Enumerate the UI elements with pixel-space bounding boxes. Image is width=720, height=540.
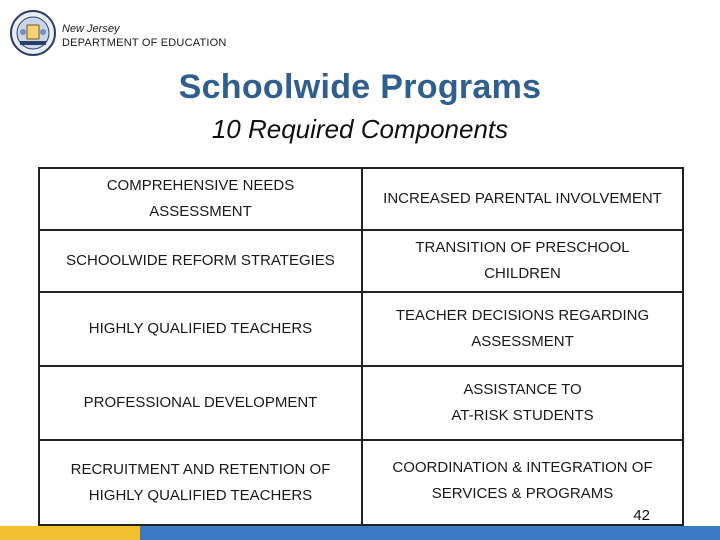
component-cell: ASSISTANCE TO AT-RISK STUDENTS: [363, 367, 682, 441]
state-seal-icon: [10, 10, 56, 56]
component-cell: TEACHER DECISIONS REGARDING ASSESSMENT: [363, 293, 682, 367]
org-state: New Jersey: [62, 23, 120, 35]
component-cell: SCHOOLWIDE REFORM STRATEGIES: [40, 231, 361, 293]
component-cell: INCREASED PARENTAL INVOLVEMENT: [363, 169, 682, 231]
footer-bar: [0, 526, 720, 540]
component-cell: COMPREHENSIVE NEEDS ASSESSMENT: [40, 169, 361, 231]
component-cell: PROFESSIONAL DEVELOPMENT: [40, 367, 361, 441]
component-cell: COORDINATION & INTEGRATION OF SERVICES & PROGRAMS: [392, 459, 653, 502]
component-cell: TRANSITION OF PRESCHOOL CHILDREN: [363, 231, 682, 293]
components-left-column: [40, 169, 363, 524]
footer-accent: [0, 526, 140, 540]
component-cell: HIGHLY QUALIFIED TEACHERS: [40, 293, 361, 367]
components-right-column: [363, 169, 682, 524]
org-department: DEPARTMENT OF EDUCATION: [62, 37, 227, 49]
slide-subtitle: 10 Required Components: [211, 114, 509, 144]
slide-title: Schoolwide Programs: [178, 68, 542, 106]
page-number: 42: [633, 507, 650, 524]
organization-name: [62, 22, 227, 50]
component-cell: RECRUITMENT AND RETENTION OF HIGHLY QUALIFIED TEACHERS: [70, 460, 331, 504]
components-table: [38, 167, 684, 526]
